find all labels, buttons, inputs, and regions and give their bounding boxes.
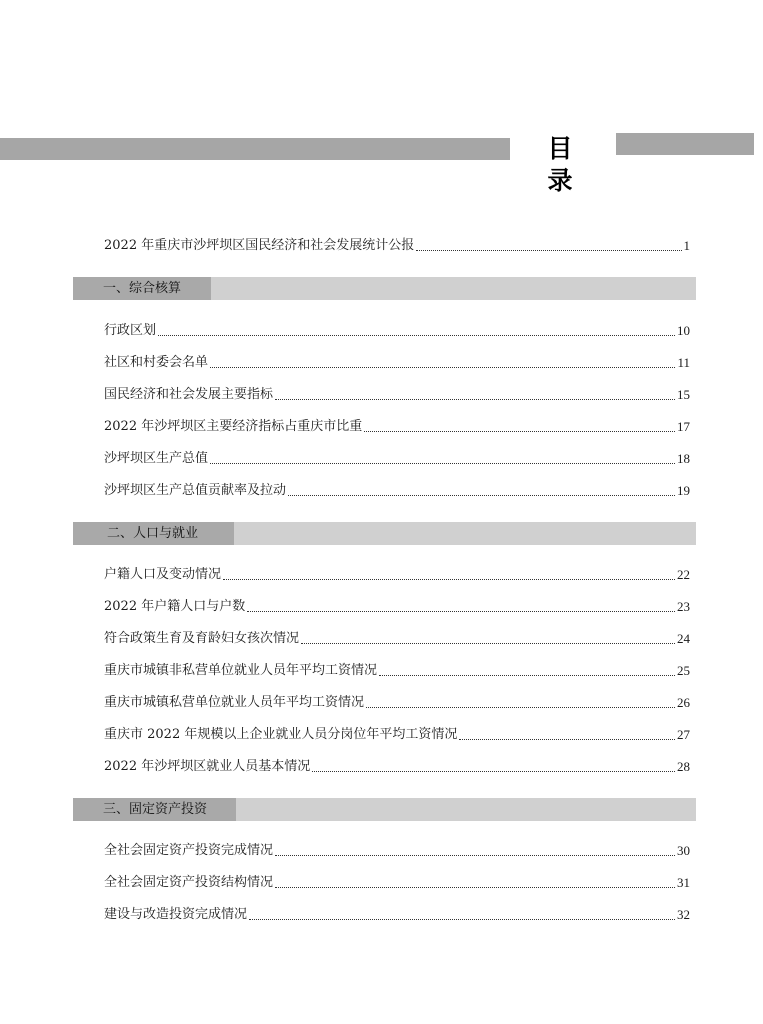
toc-entry[interactable] [104, 660, 690, 682]
toc-leader-dots [312, 771, 675, 772]
toc-leader-dots [158, 335, 675, 336]
toc-entry-label: 2022 年沙坪坝区就业人员基本情况 [104, 759, 311, 774]
toc-entry-page: 11 [677, 355, 690, 370]
toc-entry[interactable] [104, 840, 690, 862]
section-header-1 [73, 277, 696, 300]
toc-leader-dots [459, 739, 675, 740]
toc-entry-page: 17 [677, 419, 690, 434]
toc-entry-label: 重庆市 2022 年规模以上企业就业人员分岗位年平均工资情况 [104, 727, 458, 742]
title-band [0, 133, 763, 195]
toc-entry-page: 26 [677, 695, 690, 710]
section-title: 一、综合核算 [73, 277, 211, 300]
toc-leader-dots [249, 919, 675, 920]
toc-entry-label: 沙坪坝区生产总值 [104, 451, 209, 466]
toc-entry[interactable] [104, 480, 690, 502]
toc-entry-page: 28 [677, 759, 690, 774]
toc-entry-label: 全社会固定资产投资结构情况 [104, 875, 274, 890]
toc-entry-page: 18 [677, 451, 690, 466]
toc-entry[interactable] [104, 904, 690, 926]
title-band-left [0, 138, 510, 160]
toc-entry-label: 符合政策生育及育龄妇女孩次情况 [104, 631, 300, 646]
toc-leader-dots [210, 463, 675, 464]
toc-entry[interactable] [104, 448, 690, 470]
toc-entry[interactable] [104, 564, 690, 586]
toc-entry-page: 1 [683, 238, 690, 253]
toc-entry-label: 重庆市城镇私营单位就业人员年平均工资情况 [104, 695, 365, 710]
toc-entry-page: 31 [677, 875, 690, 890]
toc-entry-label: 重庆市城镇非私营单位就业人员年平均工资情况 [104, 663, 378, 678]
section-header-2 [73, 522, 696, 545]
toc-entry[interactable] [104, 416, 690, 438]
toc-entry-page: 15 [677, 387, 690, 402]
section-title: 三、固定资产投资 [73, 798, 236, 821]
toc-entry[interactable] [104, 596, 690, 618]
toc-entry-label: 国民经济和社会发展主要指标 [104, 387, 274, 402]
toc-entry-page: 27 [677, 727, 690, 742]
toc-leader-dots [223, 579, 675, 580]
toc-entry-label: 2022 年户籍人口与户数 [104, 599, 246, 614]
section-title: 二、人口与就业 [73, 522, 234, 545]
toc-entry-page: 30 [677, 843, 690, 858]
toc-entry-label: 全社会固定资产投资完成情况 [104, 843, 274, 858]
toc-entry[interactable] [104, 384, 690, 406]
toc-leader-dots [288, 495, 675, 496]
toc-entry-page: 23 [677, 599, 690, 614]
toc-leader-dots [364, 431, 675, 432]
toc-leader-dots [416, 250, 681, 251]
toc-leader-dots [301, 643, 675, 644]
title-band-right [616, 133, 754, 155]
toc-leader-dots [275, 855, 675, 856]
toc-entry[interactable] [104, 872, 690, 894]
page-title: 目 录 [547, 134, 587, 195]
toc-leader-dots [379, 675, 675, 676]
toc-entry[interactable] [104, 628, 690, 650]
toc-entry-intro[interactable] [104, 235, 690, 257]
toc-entry[interactable] [104, 724, 690, 746]
toc-entry[interactable] [104, 756, 690, 778]
toc-entry-label: 户籍人口及变动情况 [104, 567, 222, 582]
section-header-3 [73, 798, 696, 821]
toc-entry[interactable] [104, 692, 690, 714]
toc-entry-label: 2022 年沙坪坝区主要经济指标占重庆市比重 [104, 419, 363, 434]
toc-entry-label: 沙坪坝区生产总值贡献率及拉动 [104, 483, 287, 498]
toc-leader-dots [275, 399, 675, 400]
toc-leader-dots [366, 707, 675, 708]
toc-entry-label: 2022 年重庆市沙坪坝区国民经济和社会发展统计公报 [104, 238, 415, 253]
toc-entry-page: 10 [677, 323, 690, 338]
toc-entry-label: 建设与改造投资完成情况 [104, 907, 248, 922]
toc-entry-label: 社区和村委会名单 [104, 355, 209, 370]
toc-entry-page: 32 [677, 907, 690, 922]
toc-leader-dots [210, 367, 675, 368]
toc-leader-dots [275, 887, 675, 888]
toc-entry-page: 25 [677, 663, 690, 678]
toc-entry-label: 行政区划 [104, 323, 157, 338]
toc-entry-page: 22 [677, 567, 690, 582]
toc-entry-page: 19 [677, 483, 690, 498]
toc-entry[interactable] [104, 352, 690, 374]
toc-leader-dots [247, 611, 675, 612]
toc-entry[interactable] [104, 320, 690, 342]
toc-entry-page: 24 [677, 631, 690, 646]
